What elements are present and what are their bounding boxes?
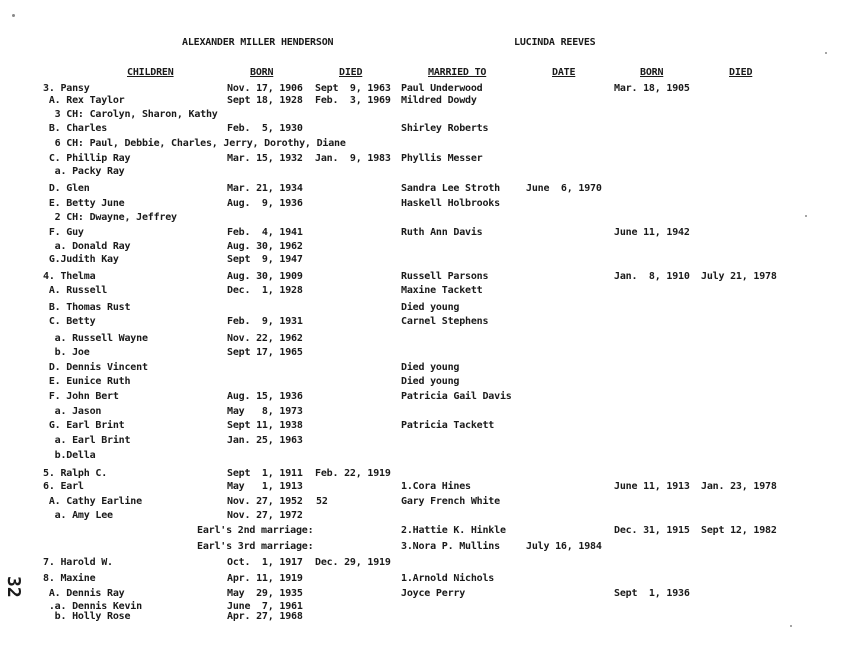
born-date: Aug. 9, 1936 (227, 198, 303, 209)
married-to: 1.Cora Hines (401, 481, 471, 492)
child-name: 3 CH: Carolyn, Sharon, Kathy (43, 109, 218, 120)
born-date: Feb. 5, 1930 (227, 123, 303, 134)
child-name: b. Holly Rose (43, 611, 131, 622)
born-date: Aug. 30, 1962 (227, 241, 303, 252)
child-name: b. Joe (43, 347, 90, 358)
born-date: Feb. 4, 1941 (227, 227, 303, 238)
child-name: 8. Maxine (43, 573, 96, 584)
column-header-date: DATE (552, 67, 576, 78)
child-name: a. Amy Lee (43, 510, 113, 521)
column-header-died: DIED (339, 67, 363, 78)
child-name: .a. Dennis Kevin (43, 601, 142, 612)
father-name: ALEXANDER MILLER HENDERSON (182, 37, 334, 48)
child-name: F. Guy (43, 227, 84, 238)
died-date: 52 (316, 496, 328, 507)
child-name: a. Jason (43, 406, 102, 417)
spouse-born: Jan. 8, 1910 (614, 271, 690, 282)
married-to: Haskell Holbrooks (401, 198, 500, 209)
spouse-born: Sept 1, 1936 (614, 588, 690, 599)
child-name: b.Della (43, 450, 96, 461)
died-date: Feb. 22, 1919 (315, 468, 391, 479)
column-header-children: CHILDREN (127, 67, 174, 78)
died-date: Dec. 29, 1919 (315, 557, 391, 568)
married-to: Died young (401, 376, 460, 387)
married-to: 3.Nora P. Mullins (401, 541, 500, 552)
spouse-born: June 11, 1942 (614, 227, 690, 238)
spouse-born: June 11, 1913 (614, 481, 690, 492)
married-to: Sandra Lee Stroth (401, 183, 500, 194)
married-to: Russell Parsons (401, 271, 489, 282)
married-to: Paul Underwood (401, 83, 483, 94)
born-date: May 1, 1913 (227, 481, 303, 492)
died-date: Sept 9, 1963 (315, 83, 391, 94)
child-name: E. Eunice Ruth (43, 376, 131, 387)
column-header-born: BORN (250, 67, 274, 78)
spouse-died: July 21, 1978 (701, 271, 777, 282)
column-header-spouse-died: DIED (729, 67, 753, 78)
column-header-spouse-born: BORN (640, 67, 664, 78)
born-date: Aug. 15, 1936 (227, 391, 303, 402)
married-to: Patricia Gail Davis (401, 391, 512, 402)
born-date: Aug. 30, 1909 (227, 271, 303, 282)
married-to: 1.Arnold Nichols (401, 573, 495, 584)
child-name: 5. Ralph C. (43, 468, 108, 479)
born-date: May 8, 1973 (227, 406, 303, 417)
child-name: C. Phillip Ray (43, 153, 131, 164)
child-name: G.Judith Kay (43, 254, 119, 265)
child-name: A. Dennis Ray (43, 588, 125, 599)
married-to: Died young (401, 302, 460, 313)
married-to: Phyllis Messer (401, 153, 483, 164)
born-date: Sept 1, 1911 (227, 468, 303, 479)
born-date: Mar. 21, 1934 (227, 183, 303, 194)
child-name: B. Thomas Rust (43, 302, 131, 313)
child-name: a. Russell Wayne (43, 333, 148, 344)
mother-name: LUCINDA REEVES (514, 37, 596, 48)
born-date: Sept 11, 1938 (227, 420, 303, 431)
born-date: Jan. 25, 1963 (227, 435, 303, 446)
child-name: 6. Earl (43, 481, 84, 492)
spouse-died: Jan. 23, 1978 (701, 481, 777, 492)
born-date: Nov. 22, 1962 (227, 333, 303, 344)
married-to: Gary French White (401, 496, 500, 507)
child-name: G. Earl Brint (43, 420, 125, 431)
married-to: Ruth Ann Davis (401, 227, 483, 238)
married-to: Maxine Tackett (401, 285, 483, 296)
born-date: Earl's 3rd marriage: (197, 541, 314, 552)
born-date: June 7, 1961 (227, 601, 303, 612)
born-date: Feb. 9, 1931 (227, 316, 303, 327)
child-name: C. Betty (43, 316, 96, 327)
child-name: 7. Harold W. (43, 557, 113, 568)
child-name: 4. Thelma (43, 271, 96, 282)
married-to: Died young (401, 362, 460, 373)
scan-speck (825, 52, 827, 54)
child-name: 2 CH: Dwayne, Jeffrey (43, 212, 177, 223)
marriage-date: July 16, 1984 (526, 541, 602, 552)
born-date: Earl's 2nd marriage: (197, 525, 314, 536)
scan-speck (790, 625, 792, 627)
born-date: Sept 17, 1965 (227, 347, 303, 358)
married-to: Mildred Dowdy (401, 95, 477, 106)
child-name: A. Cathy Earline (43, 496, 142, 507)
born-date: Mar. 15, 1932 (227, 153, 303, 164)
child-name: A. Russell (43, 285, 108, 296)
child-name: a. Packy Ray (43, 166, 125, 177)
page-number: 32 (3, 576, 24, 598)
born-date: Dec. 1, 1928 (227, 285, 303, 296)
child-name: E. Betty June (43, 198, 125, 209)
child-name: A. Rex Taylor (43, 95, 125, 106)
born-date: Nov. 27, 1952 (227, 496, 303, 507)
born-date: Nov. 17, 1906 (227, 83, 303, 94)
spouse-born: Mar. 18, 1905 (614, 83, 690, 94)
spouse-born: Dec. 31, 1915 (614, 525, 690, 536)
child-name: D. Glen (43, 183, 90, 194)
child-name: 6 CH: Paul, Debbie, Charles, Jerry, Dorothy, Diane (43, 138, 346, 149)
born-date: May 29, 1935 (227, 588, 303, 599)
born-date: Nov. 27, 1972 (227, 510, 303, 521)
child-name: a. Earl Brint (43, 435, 131, 446)
died-date: Feb. 3, 1969 (315, 95, 391, 106)
child-name: B. Charles (43, 123, 108, 134)
column-header-married-to: MARRIED TO (428, 67, 487, 78)
scan-speck (805, 215, 807, 217)
married-to: 2.Hattie K. Hinkle (401, 525, 506, 536)
born-date: Sept 18, 1928 (227, 95, 303, 106)
born-date: Apr. 11, 1919 (227, 573, 303, 584)
child-name: D. Dennis Vincent (43, 362, 148, 373)
scan-speck (12, 14, 15, 17)
married-to: Patricia Tackett (401, 420, 495, 431)
child-name: a. Donald Ray (43, 241, 131, 252)
marriage-date: June 6, 1970 (526, 183, 602, 194)
born-date: Sept 9, 1947 (227, 254, 303, 265)
child-name: 3. Pansy (43, 83, 90, 94)
spouse-died: Sept 12, 1982 (701, 525, 777, 536)
born-date: Oct. 1, 1917 (227, 557, 303, 568)
born-date: Apr. 27, 1968 (227, 611, 303, 622)
child-name: F. John Bert (43, 391, 119, 402)
married-to: Joyce Perry (401, 588, 466, 599)
died-date: Jan. 9, 1983 (315, 153, 391, 164)
married-to: Carnel Stephens (401, 316, 489, 327)
married-to: Shirley Roberts (401, 123, 489, 134)
